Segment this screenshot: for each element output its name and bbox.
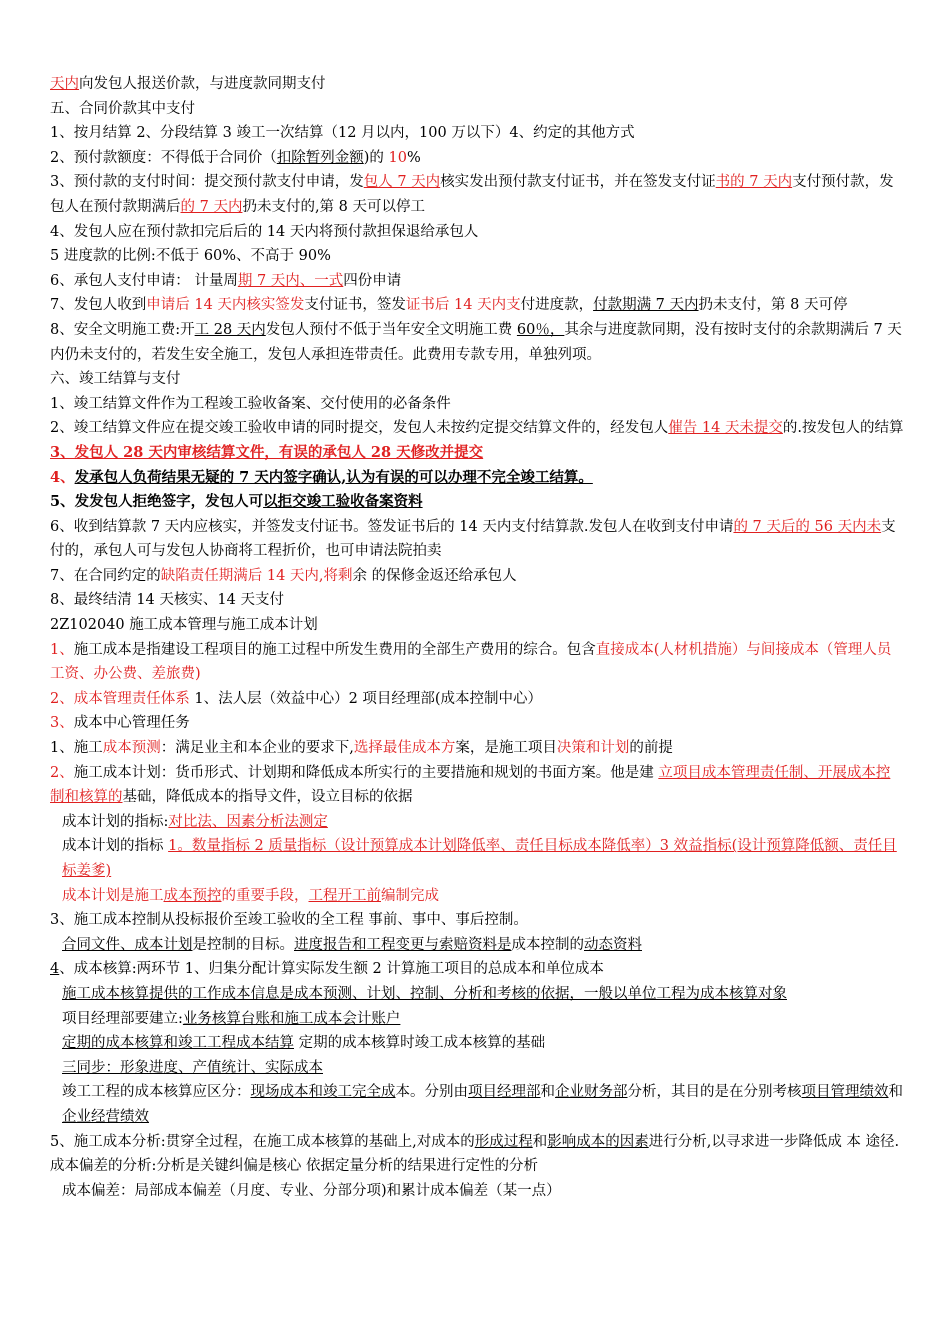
text-run: 3、 <box>50 715 74 732</box>
text-run: 包人 7 天内 <box>363 174 441 191</box>
text-run: 项目经理部 <box>468 1084 541 1101</box>
text-run: 催告 14 天未提交 <box>668 420 783 437</box>
text-run: 企业经营绩效 <box>62 1108 149 1125</box>
text-run: 对比法、因素分析法测定 <box>168 813 328 830</box>
paragraph <box>50 515 904 564</box>
text-run: 项目经理部要建立: <box>62 1010 183 1027</box>
paragraph <box>50 490 904 515</box>
paragraph <box>50 982 904 1007</box>
text-run: 1、法人层（效益中心）2 项目经理部(成本控制中心） <box>189 690 543 707</box>
text-run: 5、施工成本分析:贯穿全过程，在施工成本核算的基础上,对成本的 <box>50 1133 475 1150</box>
text-run: 1、 <box>50 641 74 658</box>
text-run: 以拒交竣工验收备案资料 <box>263 493 423 511</box>
text-run: 是控制的目标。 <box>192 936 294 953</box>
text-run: 10 <box>388 149 407 166</box>
paragraph <box>50 97 904 122</box>
text-run: 施工成本是指建设工程项目的施工过程中所发生费用的全部生产费用的综合。包含 <box>73 641 596 658</box>
paragraph <box>50 957 904 982</box>
text-run: 成本计划的指标: <box>62 813 169 830</box>
paragraph <box>50 367 904 392</box>
text-run: 四份申请 <box>343 272 402 289</box>
paragraph <box>50 1056 904 1081</box>
text-run: 施工成本核算提供的工作成本信息是成本预测、计划、控制、分析和考核的依据，一般以单位工程为成本核算对象 <box>62 985 787 1002</box>
text-run: 企业财务部 <box>555 1084 628 1101</box>
text-run: 1、按月结算 2、分段结算 3 竣工一次结算（12 月以内，100 万以下）4、约定的其他方式 <box>50 125 635 142</box>
text-run: 竣工工程的成本核算应区分： <box>62 1084 251 1101</box>
text-run: 案，是施工项目 <box>455 740 557 757</box>
paragraph <box>50 318 904 367</box>
paragraph <box>50 146 904 171</box>
paragraph <box>50 416 904 441</box>
text-run: 4、 <box>50 468 75 486</box>
paragraph <box>50 121 904 146</box>
text-run: 3、发包人 28 天内审核结算文件，有误的承包人 28 天修改并提交 <box>50 443 484 461</box>
text-run: 成本预测 <box>102 740 161 757</box>
paragraph <box>50 220 904 245</box>
text-run: 证书后 14 天内支 <box>405 297 521 314</box>
paragraph <box>50 1179 904 1204</box>
paragraph <box>50 466 904 491</box>
paragraph <box>50 244 904 269</box>
paragraph <box>50 588 904 613</box>
text-run: 定期的成本核算和竣工工程成本结算 <box>62 1035 294 1052</box>
paragraph <box>50 441 904 466</box>
text-run: 2、 <box>50 764 74 781</box>
text-run: 7、发包人收到 <box>50 297 147 314</box>
text-run: 成本偏差：局部成本偏差（月度、专业、分部分项)和累计成本偏差（某一点） <box>62 1182 561 1199</box>
text-run: 的前提 <box>629 740 673 757</box>
paragraph <box>50 834 904 883</box>
text-run: 1。数量指标 2 质量指标（设计预算成本计划降低率、责任目标成本降低率）3 效益指标(设计预算降低额、责任目标姜爹) <box>62 838 897 879</box>
paragraph <box>50 392 904 417</box>
paragraph <box>50 761 904 810</box>
text-run: 发包人预付不低于当年安全文明施工费 <box>265 321 517 338</box>
paragraph <box>50 1130 904 1179</box>
text-run: 2Z102040 施工成本管理与施工成本计划 <box>50 617 318 634</box>
text-run: 基础，降低成本的指导文件，设立目标的依据 <box>122 789 413 806</box>
text-run: 7、在合同约定的 <box>50 567 161 584</box>
text-run: 书的 7 天内 <box>715 174 793 191</box>
text-run: 和 <box>888 1084 903 1101</box>
text-run: 扣除暂列金额 <box>276 149 364 166</box>
paragraph <box>50 1007 904 1032</box>
text-run: 立项目成本管理责任制、开展成本控制和核算的 <box>50 764 891 806</box>
paragraph <box>50 810 904 835</box>
text-run: 编制完成 <box>381 887 439 904</box>
text-run: 余 的保修金返还给承包人 <box>352 567 517 584</box>
text-run: 其余与进度款同期，没有按时支付的余款期满后 7 天内仍未支付的，若发生安全施工，发包人承担连带责任。此费用专款专用，单独列项。 <box>50 321 902 363</box>
text-run: 核实发出预付款支付证书，并在签发支付证 <box>440 174 716 191</box>
text-run: 选择最佳成本方 <box>353 740 456 757</box>
paragraph <box>50 293 904 318</box>
text-run: 三同步：形象进度、产值统计、实际成本 <box>62 1059 323 1076</box>
text-run: 支付预付款，发包人在预付款期满后 <box>50 174 894 215</box>
text-run: 1、竣工结算文件作为工程竣工验收备案、交付使用的必备条件 <box>50 395 451 412</box>
text-run: 支付的，承包人可与发包人协商将工程折价，也可申请法院拍卖 <box>50 518 896 560</box>
paragraph <box>50 908 904 933</box>
text-run: 分析，其目的是在分别考核 <box>627 1084 802 1101</box>
text-run: 进度报告和工程变更与索赔资料是 <box>294 936 512 953</box>
text-run: 的 7 天内 <box>180 198 243 215</box>
text-run: % <box>406 149 421 166</box>
text-run: 本。分别由 <box>395 1084 468 1101</box>
text-run: 6、收到结算款 7 天内应核实，并签发支付证书。签发证书后的 14 天内支付结算款.发包人在收到支付申请 <box>50 518 734 535</box>
text-run: 合同文件、成本计划 <box>62 936 193 953</box>
text-run: 5 进度款的比例:不低于 60%、不高于 90% <box>50 248 331 265</box>
text-run: 4、发包人应在预付款扣完后后的 14 天内将预付款担保退给承包人 <box>50 223 479 240</box>
paragraph <box>50 933 904 958</box>
text-run: 8、安全文明施工费:开 <box>50 321 195 338</box>
text-run: 进行分析,以寻求进一步降低成 本 途径. 成本偏差的分析:分析是关键纠偏是核心 依据定量分析的结果进行定性的分析 <box>50 1133 900 1175</box>
text-run: 的重要手段， <box>221 887 309 904</box>
text-run: 、成本核算:两环节 1、归集分配计算实际发生额 2 计算施工项目的总成本和单位成本 <box>59 961 604 978</box>
text-run: 付进度款， <box>520 297 594 314</box>
text-run: 业务核算台账和施工成本会计账户 <box>182 1010 401 1027</box>
text-run: 2、预付款额度：不得低于合同价（ <box>50 149 277 166</box>
paragraph <box>50 884 904 909</box>
text-run: 1、施工 <box>50 740 103 757</box>
text-run: 3、预付款的支付时间：提交预付款支付申请，发 <box>50 174 364 191</box>
text-run: 成本中心管理任务 <box>73 715 190 732</box>
text-run: 申请后 14 天内核实签发 <box>146 297 305 314</box>
text-run: 工程开工前 <box>308 887 381 904</box>
paragraph <box>50 1031 904 1056</box>
paragraph <box>50 736 904 761</box>
text-run: 2、竣工结算文件应在提交竣工验收申请的同时提交，发包人未按约定提交结算文件的，经发包人 <box>50 420 669 437</box>
paragraph <box>50 72 904 97</box>
paragraph <box>50 687 904 712</box>
text-run: 2、成本管理责任体系 <box>50 690 190 707</box>
text-run: 5、发发包人拒绝签字，发包人可 <box>50 493 264 511</box>
text-run: 定期的成本核算时竣工成本核算的基础 <box>294 1035 546 1052</box>
text-run: 8、最终结清 14 天核实、14 天支付 <box>50 592 284 609</box>
text-run: 六、竣工结算与支付 <box>50 371 181 388</box>
paragraph <box>50 711 904 736</box>
text-run: 扔未支付的,第 8 天可以停工 <box>242 198 426 215</box>
text-run: 施工成本计划：货币形式、计划期和降低成本所实行的主要措施和规划的书面方案。他是建 <box>73 764 659 781</box>
paragraph <box>50 269 904 294</box>
paragraph <box>50 613 904 638</box>
text-run: 五、合同价款其中支付 <box>50 100 195 117</box>
text-run: 扔未支付，第 8 天可停 <box>698 297 848 314</box>
text-run: 形成过程 <box>474 1133 533 1150</box>
text-run: )的 <box>363 149 389 166</box>
text-run: 的 7 天后的 56 天内未 <box>733 518 882 535</box>
text-run: 3、施工成本控制从投标报价至竣工验收的全工程 事前、事中、事后控制。 <box>50 912 528 929</box>
text-run: 现场成本和竣工完全成 <box>250 1084 396 1101</box>
text-run: 60％， <box>516 321 565 338</box>
text-run: 付款期满 7 天内 <box>593 297 699 314</box>
paragraph <box>50 564 904 589</box>
paragraph <box>50 170 904 219</box>
text-run: 支付证书，签发 <box>304 297 406 314</box>
text-run: 项目管理绩效 <box>801 1084 889 1101</box>
text-run: 动态资料 <box>584 936 642 953</box>
paragraph <box>50 1080 904 1129</box>
text-run: 缺陷责任期满后 14 天内,将剩 <box>160 567 353 584</box>
text-run: 4 <box>50 961 60 978</box>
document-body <box>50 72 904 1203</box>
text-run: 发承包人负荷结果无疑的 7 天内签字确认,认为有误的可以办理不完全竣工结算。 <box>74 468 593 486</box>
text-run: 和 <box>532 1133 548 1150</box>
text-run: 期 7 天内、一式 <box>237 272 344 289</box>
text-run: 影响成本的因素 <box>547 1133 649 1150</box>
text-run: 6、承包人支付申请： 计量周 <box>50 272 238 289</box>
text-run: 工 28 天内 <box>194 321 266 338</box>
text-run: 直接成本(人材机措施）与间接成本（管理人员工资、办公费、差旅费) <box>50 641 892 683</box>
text-run: 成本计划是施工 <box>62 887 164 904</box>
text-run: 成本预控 <box>163 887 222 904</box>
text-run: ：满足业主和本企业的要求下, <box>160 740 354 757</box>
text-run: 向发包人报送价款，与进度款同期支付 <box>79 76 326 92</box>
text-run: 成本控制的 <box>511 936 584 953</box>
text-run: 决策和计划 <box>556 740 630 757</box>
text-run: 天内 <box>50 76 79 92</box>
text-run: 和 <box>540 1084 555 1101</box>
text-run: 的.按发包人的结算 <box>782 420 904 437</box>
text-run: 成本计划的指标 <box>62 838 169 855</box>
paragraph <box>50 638 904 687</box>
